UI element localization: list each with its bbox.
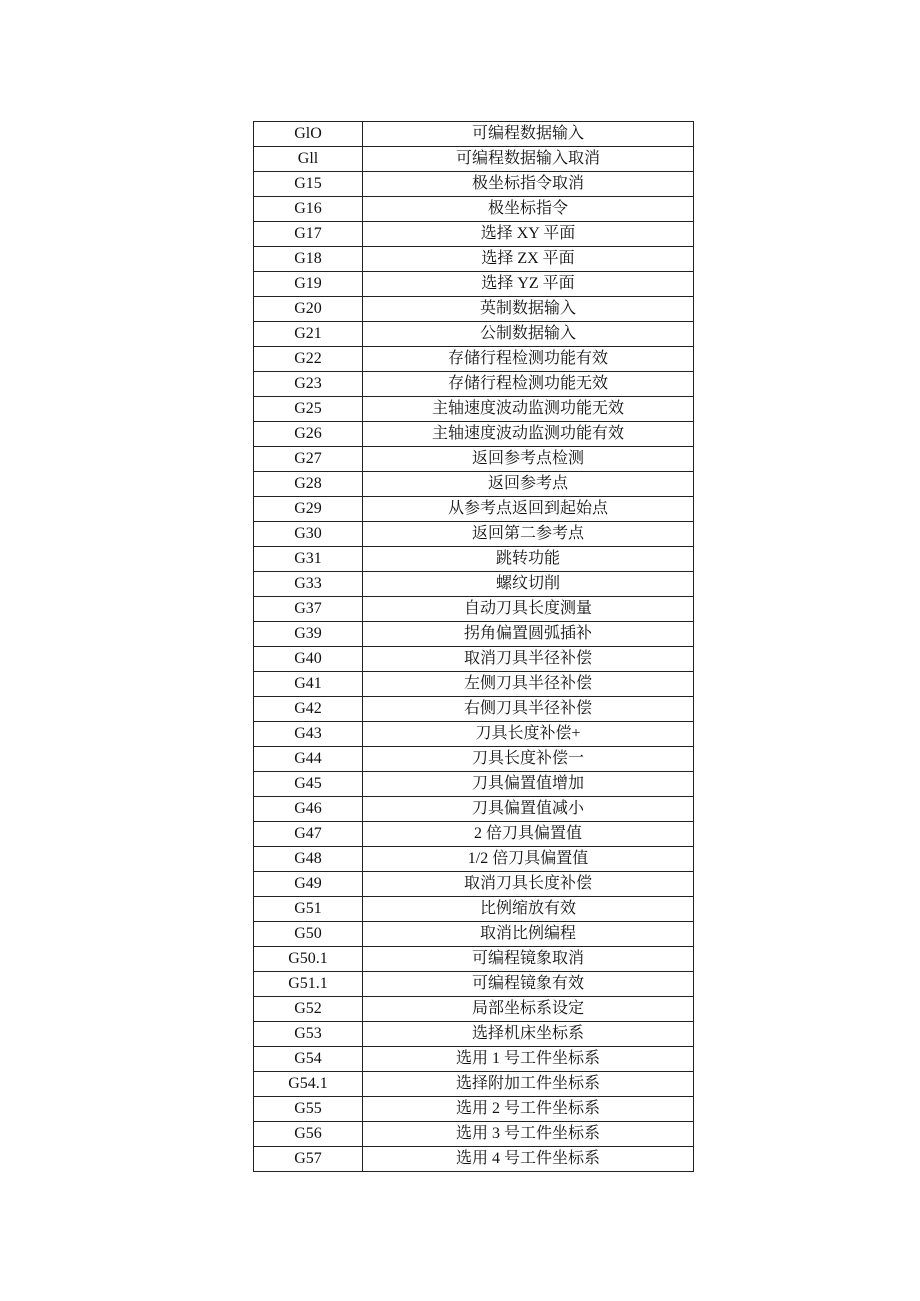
description-cell: 选用 2 号工件坐标系	[363, 1097, 694, 1122]
table-row	[254, 747, 694, 772]
table-row	[254, 647, 694, 672]
description-cell: 跳转功能	[363, 547, 694, 572]
g-code-cell: G52	[254, 997, 363, 1022]
g-code-cell: G57	[254, 1147, 363, 1172]
description-cell: 选择 YZ 平面	[363, 272, 694, 297]
description-cell: 取消刀具半径补偿	[363, 647, 694, 672]
table-row	[254, 297, 694, 322]
g-code-cell: G17	[254, 222, 363, 247]
description-cell: 取消刀具长度补偿	[363, 872, 694, 897]
description-cell: 选用 3 号工件坐标系	[363, 1122, 694, 1147]
g-code-cell: G47	[254, 822, 363, 847]
table-row	[254, 347, 694, 372]
g-code-cell: G42	[254, 697, 363, 722]
description-cell: 返回参考点	[363, 472, 694, 497]
table-row	[254, 672, 694, 697]
g-code-cell: G50.1	[254, 947, 363, 972]
description-cell: 选择 XY 平面	[363, 222, 694, 247]
g-code-cell: G22	[254, 347, 363, 372]
g-code-cell: G16	[254, 197, 363, 222]
description-cell: 公制数据输入	[363, 322, 694, 347]
table-row	[254, 722, 694, 747]
g-code-cell: G50	[254, 922, 363, 947]
description-cell: 返回参考点检测	[363, 447, 694, 472]
g-code-cell: G27	[254, 447, 363, 472]
g-code-cell: G28	[254, 472, 363, 497]
g-code-cell: G49	[254, 872, 363, 897]
g-code-cell: G53	[254, 1022, 363, 1047]
description-cell: 选择附加工件坐标系	[363, 1072, 694, 1097]
g-code-cell: G56	[254, 1122, 363, 1147]
description-cell: 返回第二参考点	[363, 522, 694, 547]
table-row	[254, 572, 694, 597]
g-code-cell: G45	[254, 772, 363, 797]
description-cell: 选用 4 号工件坐标系	[363, 1147, 694, 1172]
g-code-cell: G25	[254, 397, 363, 422]
table-row	[254, 897, 694, 922]
table-row	[254, 772, 694, 797]
g-code-cell: G37	[254, 597, 363, 622]
description-cell: 刀具长度补偿+	[363, 722, 694, 747]
description-cell: 刀具长度补偿一	[363, 747, 694, 772]
description-cell: 自动刀具长度测量	[363, 597, 694, 622]
g-code-table-body	[254, 122, 694, 1172]
table-row	[254, 597, 694, 622]
g-code-cell: G19	[254, 272, 363, 297]
g-code-cell: G23	[254, 372, 363, 397]
table-row	[254, 197, 694, 222]
g-code-cell: G48	[254, 847, 363, 872]
g-code-cell: G54	[254, 1047, 363, 1072]
g-code-cell: G43	[254, 722, 363, 747]
description-cell: 刀具偏置值增加	[363, 772, 694, 797]
description-cell: 螺纹切削	[363, 572, 694, 597]
g-code-cell: G30	[254, 522, 363, 547]
description-cell: 主轴速度波动监测功能无效	[363, 397, 694, 422]
g-code-cell: G26	[254, 422, 363, 447]
g-code-cell: GlO	[254, 122, 363, 147]
table-row	[254, 522, 694, 547]
table-row	[254, 122, 694, 147]
description-cell: 选择 ZX 平面	[363, 247, 694, 272]
table-row	[254, 1047, 694, 1072]
description-cell: 刀具偏置值减小	[363, 797, 694, 822]
table-row	[254, 922, 694, 947]
description-cell: 比例缩放有效	[363, 897, 694, 922]
description-cell: 可编程数据输入取消	[363, 147, 694, 172]
table-row	[254, 372, 694, 397]
table-row	[254, 622, 694, 647]
table-row	[254, 947, 694, 972]
g-code-cell: G31	[254, 547, 363, 572]
table-row	[254, 172, 694, 197]
description-cell: 主轴速度波动监测功能有效	[363, 422, 694, 447]
table-row	[254, 797, 694, 822]
table-row	[254, 247, 694, 272]
table-row	[254, 147, 694, 172]
table-row	[254, 447, 694, 472]
description-cell: 拐角偏置圆弧插补	[363, 622, 694, 647]
table-row	[254, 697, 694, 722]
g-code-cell: G29	[254, 497, 363, 522]
description-cell: 存储行程检测功能无效	[363, 372, 694, 397]
description-cell: 存储行程检测功能有效	[363, 347, 694, 372]
g-code-cell: G54.1	[254, 1072, 363, 1097]
g-code-cell: G33	[254, 572, 363, 597]
table-row	[254, 497, 694, 522]
description-cell: 可编程镜象取消	[363, 947, 694, 972]
description-cell: 从参考点返回到起始点	[363, 497, 694, 522]
table-row	[254, 822, 694, 847]
table-row	[254, 1147, 694, 1172]
g-code-cell: G18	[254, 247, 363, 272]
g-code-cell: G41	[254, 672, 363, 697]
description-cell: 取消比例编程	[363, 922, 694, 947]
table-row	[254, 1072, 694, 1097]
table-row	[254, 322, 694, 347]
description-cell: 左侧刀具半径补偿	[363, 672, 694, 697]
g-code-cell: G39	[254, 622, 363, 647]
table-row	[254, 972, 694, 997]
description-cell: 极坐标指令取消	[363, 172, 694, 197]
g-code-cell: G46	[254, 797, 363, 822]
description-cell: 极坐标指令	[363, 197, 694, 222]
description-cell: 1/2 倍刀具偏置值	[363, 847, 694, 872]
g-code-cell: Gll	[254, 147, 363, 172]
g-code-cell: G55	[254, 1097, 363, 1122]
description-cell: 选择机床坐标系	[363, 1022, 694, 1047]
g-code-table	[253, 121, 694, 1172]
table-row	[254, 397, 694, 422]
table-row	[254, 997, 694, 1022]
table-row	[254, 547, 694, 572]
description-cell: 选用 1 号工件坐标系	[363, 1047, 694, 1072]
description-cell: 2 倍刀具偏置值	[363, 822, 694, 847]
table-row	[254, 422, 694, 447]
description-cell: 可编程镜象有效	[363, 972, 694, 997]
g-code-cell: G40	[254, 647, 363, 672]
description-cell: 可编程数据输入	[363, 122, 694, 147]
table-row	[254, 1122, 694, 1147]
table-row	[254, 872, 694, 897]
table-row	[254, 472, 694, 497]
table-row	[254, 847, 694, 872]
description-cell: 右侧刀具半径补偿	[363, 697, 694, 722]
table-row	[254, 1022, 694, 1047]
g-code-cell: G15	[254, 172, 363, 197]
g-code-cell: G51.1	[254, 972, 363, 997]
g-code-cell: G44	[254, 747, 363, 772]
table-row	[254, 272, 694, 297]
table-row	[254, 222, 694, 247]
description-cell: 局部坐标系设定	[363, 997, 694, 1022]
g-code-cell: G21	[254, 322, 363, 347]
g-code-cell: G20	[254, 297, 363, 322]
description-cell: 英制数据输入	[363, 297, 694, 322]
g-code-cell: G51	[254, 897, 363, 922]
table-row	[254, 1097, 694, 1122]
